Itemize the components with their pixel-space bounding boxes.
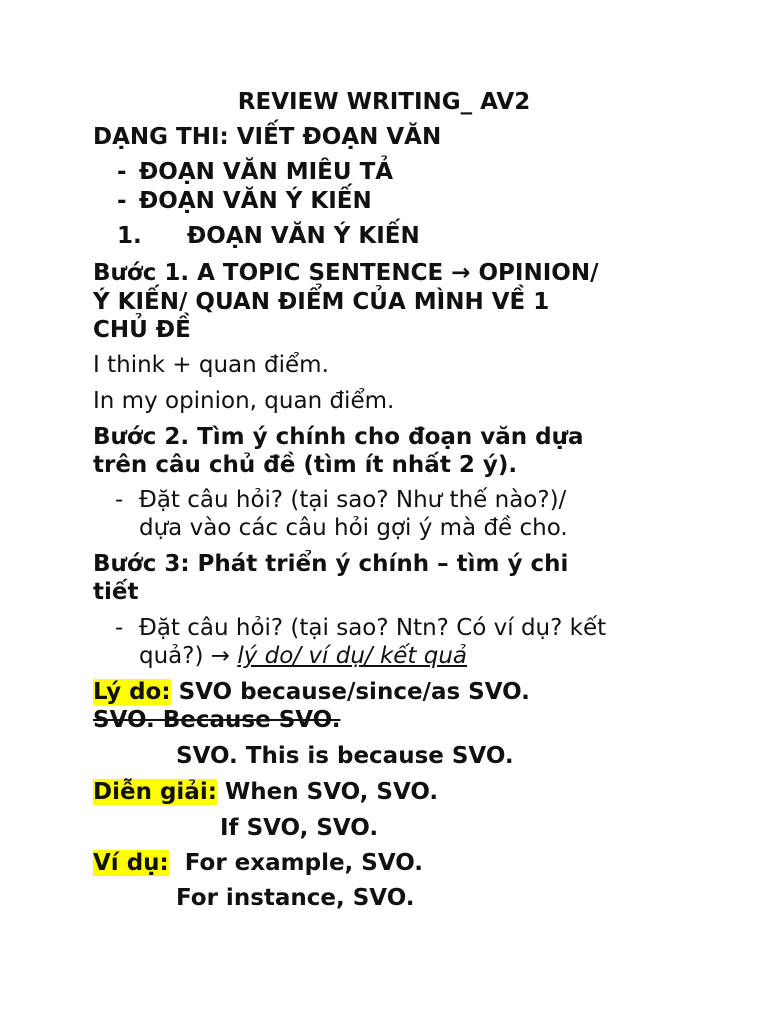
explain-label: Diễn giải: [93, 779, 217, 805]
exam-type-heading: DẠNG THI: VIẾT ĐOẠN VĂN [93, 124, 442, 150]
explain-extra-line: If SVO, SVO. [220, 815, 379, 841]
section-heading: ĐOẠN VĂN Ý KIẾN [187, 223, 420, 249]
step3-bullet-line1: Đặt câu hỏi? (tại sao? Ntn? Có ví dụ? kết [139, 615, 607, 641]
step3-line2: tiết [93, 579, 139, 605]
step2-bullet-line1: Đặt câu hỏi? (tại sao? Như thế nào?)/ [139, 487, 567, 513]
bullet-dash: - [117, 188, 127, 214]
step2-line1: Bước 2. Tìm ý chính cho đoạn văn dựa [93, 424, 584, 450]
step2-bullet-line2: dựa vào các câu hỏi gợi ý mà đề cho. [139, 515, 568, 541]
reason-text: SVO because/since/as SVO. [170, 679, 530, 705]
reason-extra-line: SVO. This is because SVO. [176, 743, 514, 769]
step1-line3: CHỦ ĐỀ [93, 317, 191, 343]
step2-line2: trên câu chủ đề (tìm ít nhất 2 ý). [93, 452, 518, 478]
step1-line2: Ý KIẾN/ QUAN ĐIỂM CỦA MÌNH VỀ 1 [93, 289, 550, 315]
bullet-dash: - [117, 159, 127, 185]
reason-line [93, 678, 530, 706]
example-in-my-opinion: In my opinion, quan điểm. [93, 388, 395, 414]
explain-line [93, 778, 438, 806]
bullet-dash: - [115, 615, 124, 641]
type-item-descriptive: ĐOẠN VĂN MIÊU TẢ [139, 159, 394, 185]
example-line [93, 849, 423, 877]
example-i-think: I think + quan điểm. [93, 352, 329, 378]
bullet-dash: - [115, 487, 124, 513]
example-text: For example, SVO. [168, 850, 424, 876]
reason-struck-line: SVO. Because SVO. [93, 707, 341, 733]
section-number: 1. [117, 223, 142, 249]
reason-label: Lý do: [93, 679, 171, 705]
step3-bullet-prefix: quả?) → [139, 643, 238, 669]
example-label: Ví dụ: [93, 850, 169, 876]
step3-line1: Bước 3: Phát triển ý chính – tìm ý chi [93, 551, 569, 577]
emphasized-result-text: lý do/ ví dụ/ kết quả [237, 643, 468, 669]
explain-text: When SVO, SVO. [216, 779, 439, 805]
type-item-opinion: ĐOẠN VĂN Ý KIẾN [139, 188, 372, 214]
step1-line1: Bước 1. A TOPIC SENTENCE → OPINION/ [93, 260, 599, 286]
page-title: REVIEW WRITING_ AV2 [237, 89, 531, 115]
example-extra-line: For instance, SVO. [176, 885, 415, 911]
step3-bullet-line2 [139, 642, 467, 670]
